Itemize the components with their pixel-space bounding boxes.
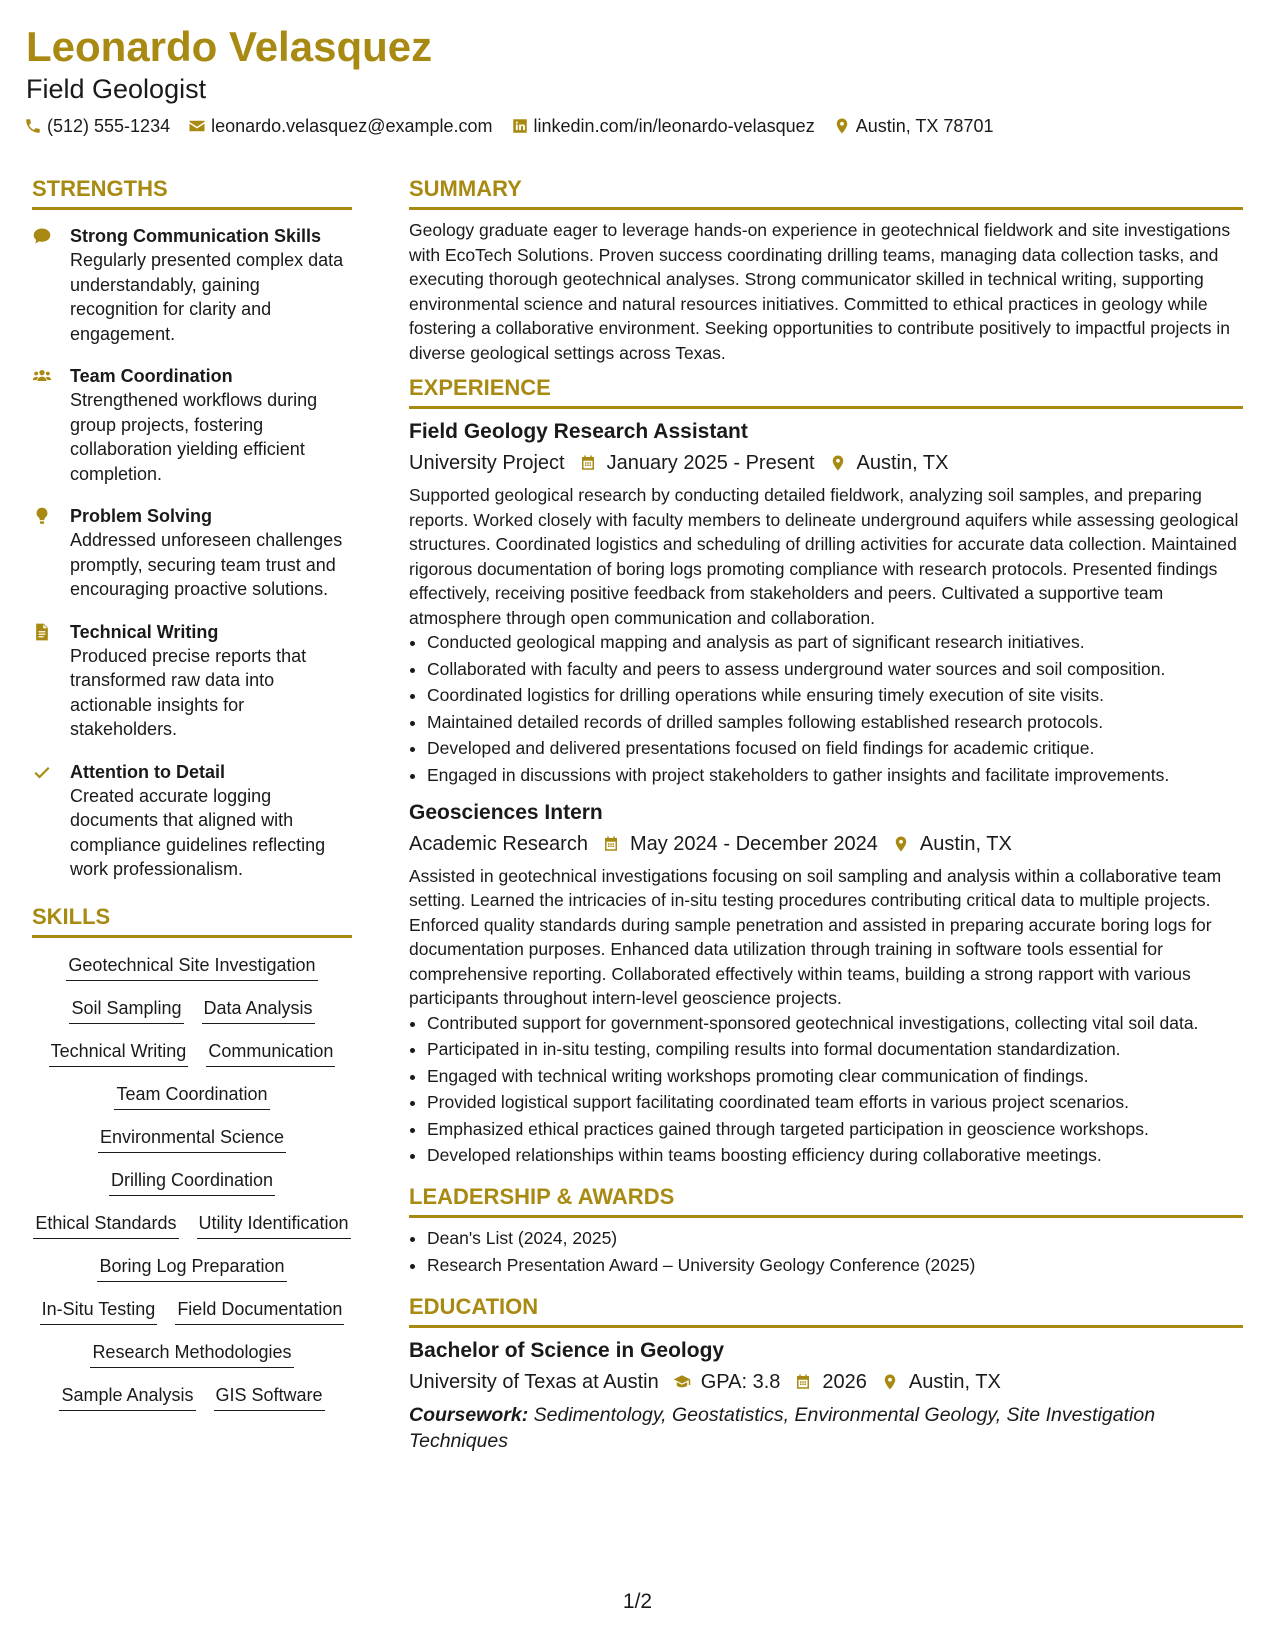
document-icon	[32, 622, 52, 642]
phone-text: (512) 555-1234	[47, 115, 171, 136]
education-location: Austin, TX	[908, 1370, 1001, 1393]
skill-tag: Boring Log Preparation	[97, 1253, 286, 1282]
right-column	[409, 172, 1243, 1454]
calendar-icon	[602, 835, 620, 853]
summary-text: Geology graduate eager to leverage hands-on experience in geotechnical fieldwork and site investigations with EcoTech Solutions. Proven success coordinating drilling teams, managing data collection tasks, and executing thorough geotechnical analyses. Strong communicator skilled in technical writing, supporting environmental science and natural resources initiatives. Committed to ethical practices in geology while fostering a collaborative environment. Seeking opportunities to contribute positively to impactful projects in diverse geological settings across Texas.	[409, 220, 1231, 363]
skill-tag: Technical Writing	[49, 1038, 189, 1067]
job-description: Assisted in geotechnical investigations focusing on soil sampling and analysis within a collaborative team setting. Learned the intricacies of in-situ testing procedures contributing critical data to multiple projects. Enforced quality standards during sample penetration and assisted in preparing accurate boring logs for documentation purposes. Enhanced data utilization through training in software tools essential for comprehensive reporting. Collaborated effectively within teams, building a strong rapport with various participants throughout intern-level geoscience projects.	[409, 865, 1222, 1008]
job-meta	[409, 447, 1243, 479]
education-heading: EDUCATION	[409, 1290, 1243, 1328]
strength-title: Team Coordination	[70, 366, 233, 386]
map-pin-icon	[829, 454, 847, 472]
contact-linkedin[interactable]	[511, 116, 815, 137]
coursework	[409, 1402, 1243, 1454]
map-pin-icon	[881, 1373, 899, 1391]
list-item: • Provided logistical support facilitating coordinated team efforts in various project scenarios.	[427, 1090, 1243, 1115]
list-item: • Developed relationships within teams boosting efficiency during collaborative meetings.	[427, 1143, 1243, 1168]
job-title: Geosciences Intern	[409, 800, 603, 824]
job-bullets	[409, 1011, 1243, 1169]
list-item: • Maintained detailed records of drilled samples following established research protocols.	[427, 710, 1243, 735]
skill-tag: Sample Analysis	[59, 1382, 195, 1411]
skill-tag: Research Methodologies	[90, 1339, 293, 1368]
skill-tag: Utility Identification	[197, 1210, 351, 1239]
linkedin-icon	[511, 117, 529, 135]
job-description: Supported geological research by conducting detailed fieldwork, analyzing soil samples, and preparing reports. Worked closely with faculty members to delineate underground aquifers while assessing geological structures. Coordinated logistics and scheduling of drilling activities for accurate data collection. Maintained rigorous documentation of boring logs promoting compliance with research protocols. Presented findings effectively, receiving positive feedback from stakeholders and peers. Cultivated a supportive team atmosphere through open communication and collaboration.	[409, 485, 1239, 628]
list-item: • Coordinated logistics for drilling operations while ensuring timely execution of site visits.	[427, 683, 1243, 708]
job-meta	[409, 828, 1243, 860]
strength-item	[32, 364, 352, 486]
skill-tag: Team Coordination	[114, 1081, 269, 1110]
job-org: Academic Research	[409, 832, 588, 855]
skill-tag: Drilling Coordination	[109, 1167, 275, 1196]
job-dates: May 2024 - December 2024	[629, 832, 878, 855]
contact-location	[833, 116, 994, 137]
job-dates: January 2025 - Present	[606, 452, 815, 474]
skill-tag: GIS Software	[214, 1382, 325, 1411]
awards-list	[409, 1226, 1243, 1278]
summary-heading: SUMMARY	[409, 172, 1243, 210]
skills-heading: SKILLS	[32, 900, 352, 938]
contact-bar	[24, 112, 993, 140]
strength-title: Attention to Detail	[70, 761, 225, 782]
strength-title: Problem Solving	[70, 506, 213, 526]
list-item: • Participated in in-situ testing, compiling results into formal documentation standardization.	[427, 1037, 1243, 1062]
job-entry	[409, 798, 1243, 1169]
calendar-icon	[794, 1373, 812, 1391]
contact-phone[interactable]	[24, 116, 170, 137]
candidate-name: Leonardo Velasquez	[26, 23, 433, 70]
job-title: Field Geology Research Assistant	[409, 420, 748, 443]
skill-tag: Soil Sampling	[69, 995, 183, 1024]
job-org: University Project	[409, 452, 565, 474]
graduation-cap-icon	[673, 1373, 691, 1391]
skill-tag: Environmental Science	[98, 1124, 286, 1153]
degree-title: Bachelor of Science in Geology	[409, 1338, 725, 1362]
lightbulb-icon	[32, 506, 52, 526]
strength-desc: Produced precise reports that transformed raw data into actionable insights for stakeholders.	[70, 645, 307, 739]
users-icon	[32, 366, 52, 386]
graduation-year: 2026	[822, 1370, 867, 1393]
location-text: Austin, TX 78701	[855, 115, 994, 136]
education-meta	[409, 1366, 1243, 1398]
speech-bubble-icon	[32, 226, 52, 246]
job-title: Field Geologist	[26, 74, 207, 104]
strength-title: Strong Communication Skills	[70, 226, 322, 246]
coursework-label: Coursework:	[409, 1403, 529, 1426]
job-location: Austin, TX	[919, 832, 1012, 855]
strength-title: Technical Writing	[70, 621, 219, 642]
list-item: • Engaged with technical writing workshops promoting clear communication of findings.	[427, 1064, 1243, 1089]
strength-item	[32, 504, 352, 602]
experience-heading: EXPERIENCE	[409, 371, 1243, 409]
envelope-icon	[188, 117, 206, 135]
list-item: • Conducted geological mapping and analysis as part of significant research initiatives.	[427, 630, 1243, 655]
skill-tag: Data Analysis	[202, 995, 315, 1024]
strength-item	[32, 620, 352, 742]
gpa: GPA: 3.8	[700, 1370, 781, 1393]
skill-tag: Geotechnical Site Investigation	[66, 952, 317, 981]
strength-item	[32, 224, 352, 346]
skill-tag: Ethical Standards	[33, 1210, 178, 1239]
calendar-icon	[579, 454, 597, 472]
job-location: Austin, TX	[856, 452, 949, 474]
leadership-heading: LEADERSHIP & AWARDS	[409, 1180, 1243, 1218]
job-entry	[409, 417, 1243, 788]
skill-tag: Field Documentation	[175, 1296, 344, 1325]
strength-desc: Addressed unforeseen challenges promptly, securing team trust and encouraging proactive solutions.	[70, 530, 343, 599]
strengths-heading: STRENGTHS	[32, 172, 352, 210]
strength-desc: Regularly presented complex data understandably, gaining recognition for clarity and engagement.	[70, 250, 344, 344]
list-item: • Collaborated with faculty and peers to assess underground water sources and soil composition.	[427, 657, 1243, 682]
contact-email[interactable]	[188, 116, 492, 137]
email-text: leonardo.velasquez@example.com	[211, 115, 493, 136]
strength-desc: Created accurate logging documents that aligned with compliance guidelines reflecting work professionalism.	[70, 785, 326, 879]
strengths-list	[32, 218, 352, 882]
linkedin-text: linkedin.com/in/leonardo-velasquez	[533, 115, 815, 136]
page-number: 1/2	[622, 1590, 653, 1613]
list-item: • Emphasized ethical practices gained through targeted participation in geoscience workshops.	[427, 1117, 1243, 1142]
strength-item	[32, 760, 352, 882]
list-item: • Research Presentation Award – University Geology Conference (2025)	[427, 1253, 1243, 1278]
skill-tag: In-Situ Testing	[40, 1296, 158, 1325]
list-item: • Dean's List (2024, 2025)	[427, 1226, 1243, 1251]
checkmark-icon	[32, 762, 52, 782]
list-item: • Contributed support for government-sponsored geotechnical investigations, collecting vital soil data.	[427, 1011, 1243, 1036]
school-name: University of Texas at Austin	[409, 1370, 659, 1393]
list-item: • Developed and delivered presentations focused on field findings for academic critique.	[427, 736, 1243, 761]
strength-desc: Strengthened workflows during group projects, fostering collaboration yielding efficient completion.	[70, 390, 318, 484]
skills-list	[32, 946, 352, 1411]
job-bullets	[409, 630, 1243, 788]
map-pin-icon	[833, 117, 851, 135]
coursework-text: Sedimentology, Geostatistics, Environmental Geology, Site Investigation Techniques	[409, 1403, 1156, 1452]
skill-tag: Communication	[206, 1038, 335, 1067]
map-pin-icon	[892, 835, 910, 853]
left-column	[32, 172, 352, 1411]
phone-icon	[24, 117, 42, 135]
list-item: • Engaged in discussions with project stakeholders to gather insights and facilitate improvements.	[427, 763, 1243, 788]
